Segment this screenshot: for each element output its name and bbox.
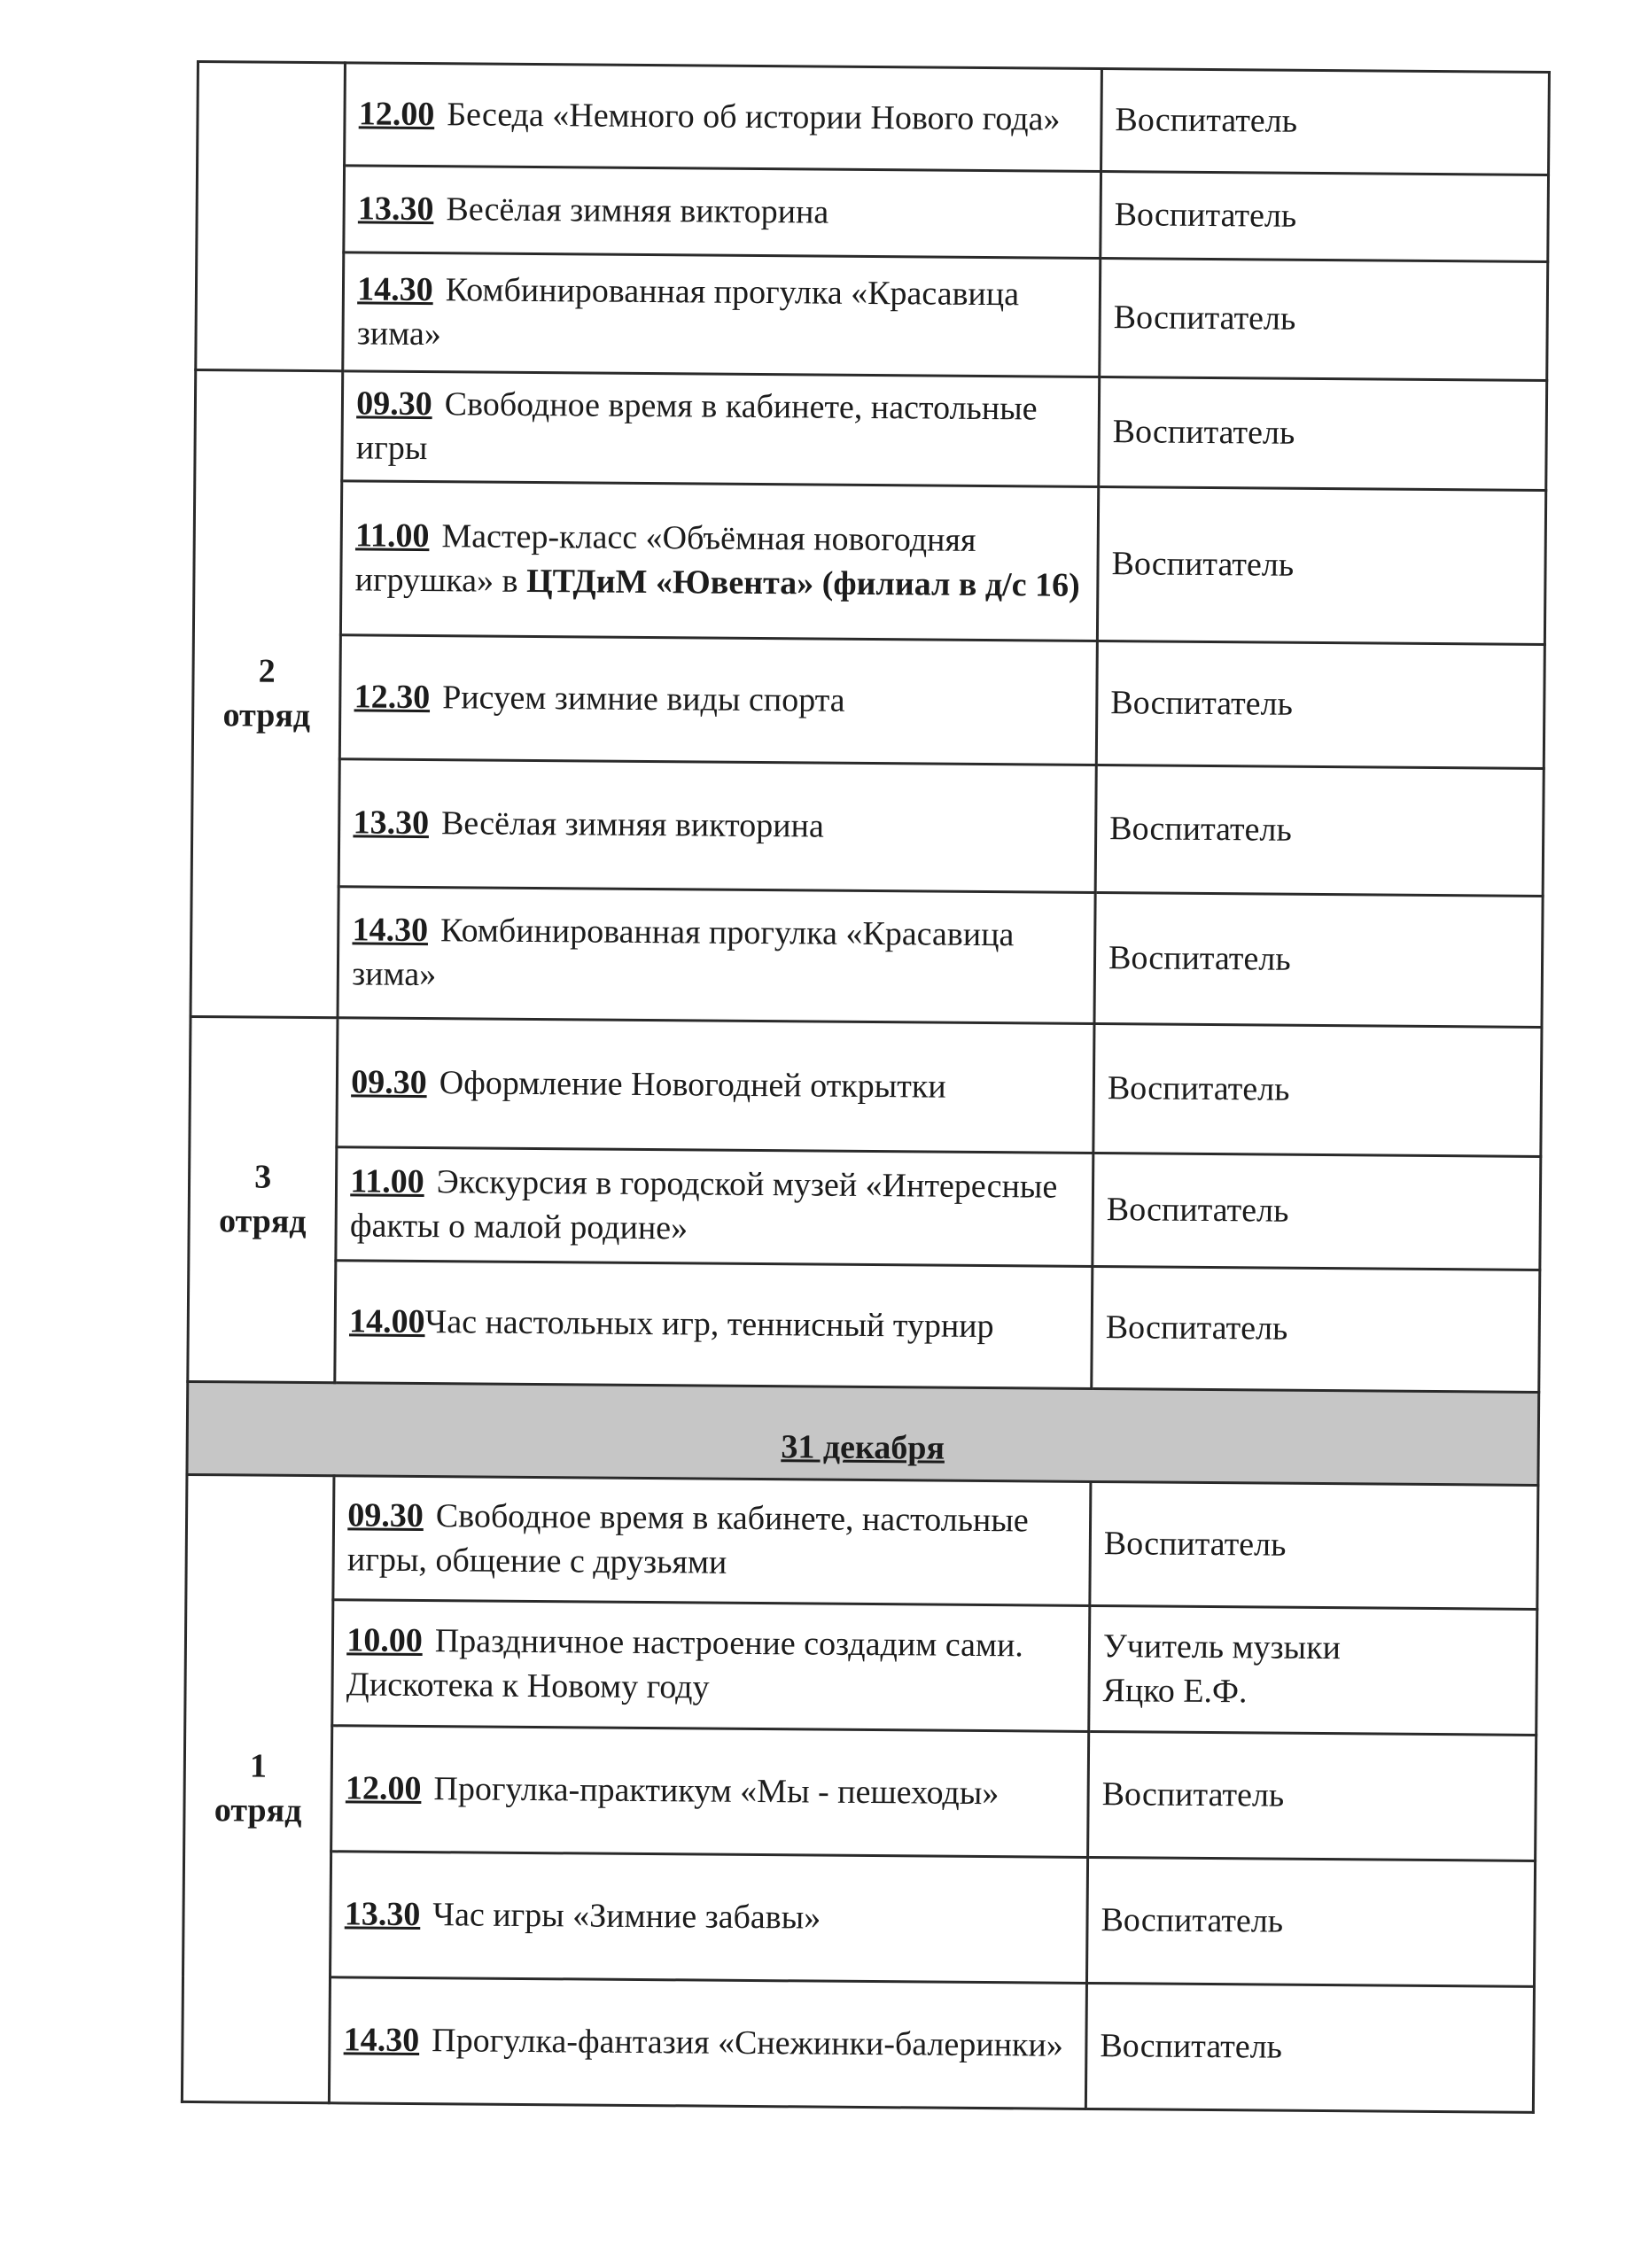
- table-row: [198, 62, 1550, 175]
- responsible-cell: Воспитатель: [1101, 69, 1550, 175]
- activity-time: 14.30: [357, 270, 433, 309]
- activity-time: 12.00: [345, 1769, 422, 1807]
- activity-text: Час настольных игр, теннисный турнир: [424, 1302, 994, 1345]
- activity-text: Час игры «Зимние забавы»: [432, 1895, 821, 1937]
- activity-text: Весёлая зимняя викторина: [440, 804, 824, 845]
- activity-cell: [330, 1977, 1087, 2109]
- group-label: отряд: [218, 1201, 307, 1240]
- activity-text: Комбинированная прогулка «Красавица зима»: [356, 271, 1020, 353]
- schedule-table: [181, 60, 1551, 2114]
- activity-cell: [333, 1476, 1091, 1606]
- activity-cell: [344, 166, 1101, 259]
- activity-text: Рисуем зимние виды спорта: [441, 678, 845, 719]
- table-row: [188, 1259, 1540, 1392]
- activity-text: Весёлая зимняя викторина: [446, 190, 829, 231]
- responsible-line-1: Учитель музыки: [1102, 1627, 1342, 1667]
- table-row: [186, 1474, 1538, 1609]
- responsible-cell: Воспитатель: [1101, 172, 1549, 262]
- activity-time: 12.00: [358, 95, 435, 133]
- activity-cell: [342, 371, 1100, 487]
- activity-time: 14.30: [343, 2021, 420, 2059]
- table-row: [184, 1724, 1536, 1860]
- responsible-cell: Воспитатель: [1093, 1153, 1541, 1270]
- table-row: [189, 1146, 1541, 1270]
- responsible-cell: Воспитатель: [1092, 1266, 1540, 1392]
- activity-time: 12.30: [354, 678, 431, 716]
- table-row: [191, 757, 1544, 896]
- responsible-cell: Воспитатель: [1100, 259, 1548, 381]
- responsible-cell: Воспитатель: [1085, 1983, 1534, 2112]
- responsible-cell: Воспитатель: [1093, 1023, 1542, 1156]
- table-row: [195, 370, 1547, 491]
- table-row: [197, 165, 1549, 262]
- responsible-cell: Воспитатель: [1095, 765, 1544, 896]
- activity-time: 13.30: [344, 1895, 421, 1933]
- responsible-cell: Воспитатель: [1097, 487, 1545, 645]
- group-cell: [182, 1474, 334, 2102]
- table-row: [190, 1016, 1542, 1156]
- activity-text: Свободное время в кабинете, настольные игры, общение с друзьями: [346, 1497, 1029, 1581]
- activity-cell: [331, 1726, 1089, 1858]
- table-row: [193, 479, 1545, 644]
- group-cell: [188, 1016, 338, 1382]
- activity-text: Праздничное настроение создадим сами. Дискотека к Новому году: [346, 1622, 1024, 1706]
- group-number: 2: [258, 652, 276, 690]
- activity-cell: [331, 1852, 1088, 1984]
- responsible-cell: Воспитатель: [1088, 1731, 1536, 1860]
- table-row: [183, 1850, 1536, 1986]
- activity-cell: [338, 887, 1095, 1024]
- activity-time: 11.00: [354, 517, 430, 555]
- group-cell: [196, 62, 346, 371]
- activity-time: 13.30: [357, 190, 434, 228]
- table-row: [182, 1976, 1534, 2112]
- activity-time: 10.00: [346, 1621, 423, 1660]
- activity-cell: [343, 252, 1101, 377]
- responsible-cell: Воспитатель: [1086, 1857, 1535, 1986]
- activity-cell: [345, 63, 1102, 172]
- table-row: [192, 633, 1544, 768]
- activity-cell: [338, 759, 1096, 893]
- responsible-cell: Воспитатель: [1090, 1481, 1538, 1609]
- activity-text: Оформление Новогодней открытки: [439, 1063, 946, 1106]
- responsible-cell: Воспитатель: [1099, 377, 1547, 491]
- activity-time: 09.30: [356, 384, 432, 423]
- activity-cell: [337, 1018, 1094, 1153]
- activity-cell: [336, 1147, 1093, 1267]
- table-row: [196, 252, 1548, 381]
- group-label: отряд: [214, 1790, 302, 1829]
- activity-time: 14.30: [352, 911, 429, 950]
- activity-time: 13.30: [353, 804, 430, 842]
- activity-cell: [335, 1261, 1093, 1389]
- activity-text: Экскурсия в городской музей «Интересные факты о малой родине»: [349, 1163, 1058, 1247]
- responsible-cell: Воспитатель: [1096, 641, 1544, 769]
- activity-time: 14.00: [348, 1302, 425, 1340]
- date-header: 31 декабря: [187, 1381, 1539, 1485]
- activity-cell: [341, 481, 1099, 641]
- group-number: 1: [249, 1747, 268, 1785]
- activity-text: Свободное время в кабинете, настольные игры: [355, 385, 1038, 467]
- date-header-row: [187, 1381, 1539, 1485]
- activity-time: 09.30: [347, 1496, 424, 1535]
- activity-text: Прогулка-практикум «Мы - пешеходы»: [433, 1769, 1000, 1812]
- table-row: [185, 1598, 1537, 1735]
- activity-cell: [332, 1600, 1090, 1732]
- activity-text: Мастер-класс «Объёмная новогодняя игрушка» в: [354, 517, 976, 600]
- activity-time: 11.00: [350, 1162, 424, 1201]
- activity-text-bold: ЦТДиМ «Ювента» (филиал в д/с 16): [525, 562, 1080, 604]
- responsible-line-2: Яцко Е.Ф.: [1102, 1671, 1248, 1710]
- table-row: [191, 885, 1543, 1027]
- activity-cell: [340, 635, 1098, 765]
- activity-text: Комбинированная прогулка «Красавица зима»: [352, 912, 1015, 993]
- activity-text: Прогулка-фантазия «Снежинки-балеринки»: [432, 2021, 1063, 2064]
- group-number: 3: [254, 1158, 272, 1196]
- activity-text: Беседа «Немного об истории Нового года»: [447, 96, 1061, 138]
- group-cell: [191, 370, 343, 1018]
- responsible-cell: [1089, 1605, 1537, 1735]
- responsible-cell: Воспитатель: [1094, 892, 1543, 1027]
- activity-time: 09.30: [351, 1063, 427, 1101]
- group-label: отряд: [222, 695, 311, 734]
